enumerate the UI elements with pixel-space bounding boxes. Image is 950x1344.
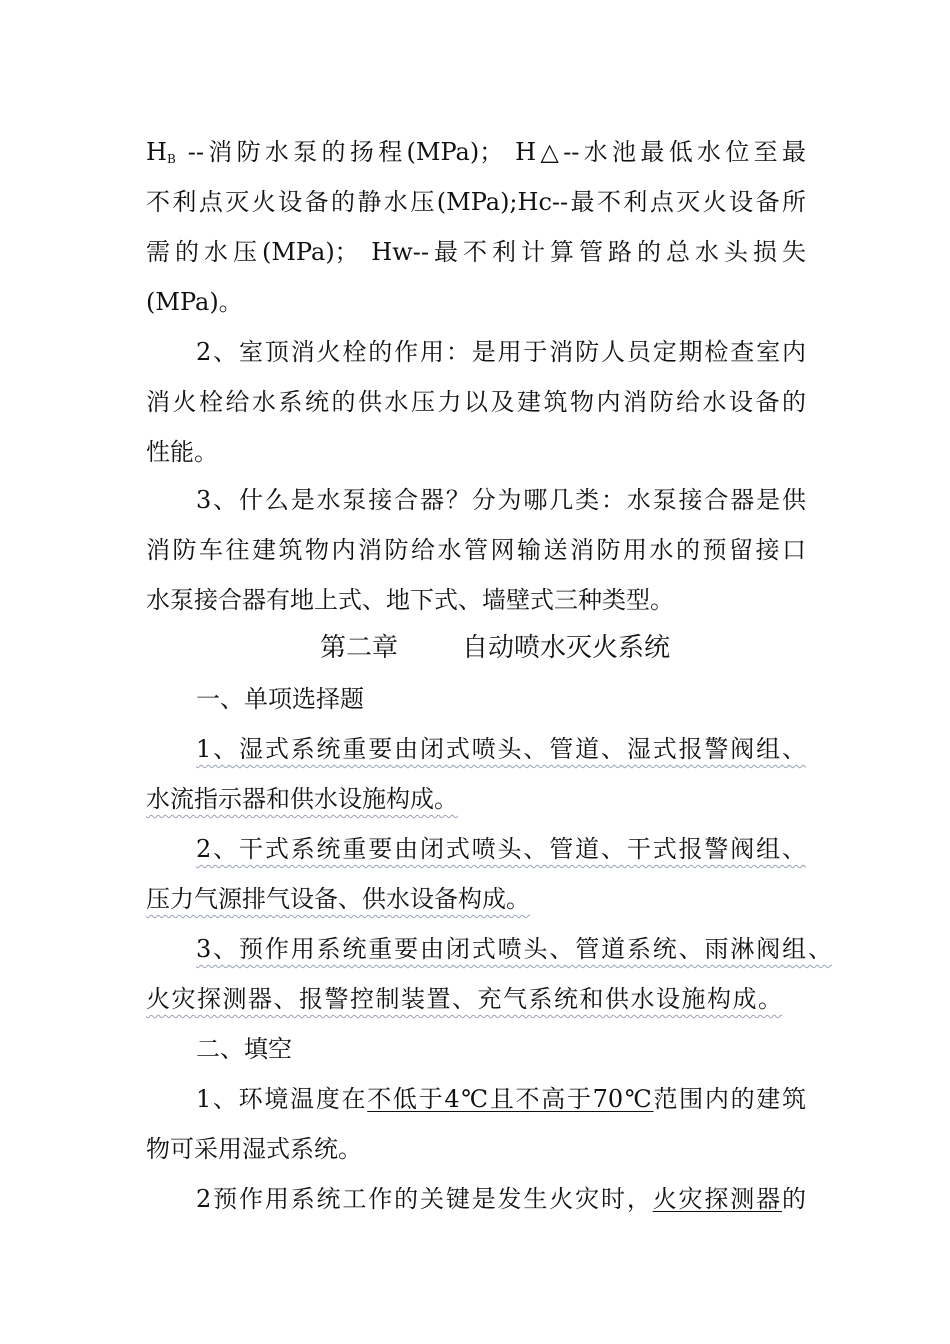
fill-item-1-line-2: 物可采用湿式系统。 xyxy=(146,1135,362,1163)
roof-hydrant-line-3: 性能。 xyxy=(146,438,218,466)
chapter-number: 第二章 xyxy=(320,633,399,663)
pump-head-symbol: $H_B$ xyxy=(146,138,176,166)
chapter-title: 自动喷水灭火系统 xyxy=(462,633,671,663)
fill-blank-heading: 二、填空 xyxy=(196,1035,292,1063)
roof-hydrant-line-2: 消火栓给水系统的供水压力以及建筑物内消防给水设备的 xyxy=(146,388,806,416)
pump-adapter-line-1: 3、什么是水泵接合器？分为哪几类：水泵接合器是供 xyxy=(196,486,806,514)
fill-blank-answer-2: 火灾探测器 xyxy=(652,1185,782,1213)
choice-item-3-line-1: 3、预作用系统重要由闭式喷头、管道系统、雨淋阀组、 xyxy=(196,935,832,963)
choice-item-1-line-2: 水流指示器和供水设施构成。 xyxy=(146,785,458,813)
roof-hydrant-line-1: 2、室顶消火栓的作用：是用于消防人员定期检查室内 xyxy=(196,338,806,366)
pump-adapter-line-3: 水泵接合器有地上式、地下式、墙壁式三种类型。 xyxy=(146,586,674,614)
fill-item-2-line-1: 2预作用系统工作的关键是发生火灾时，火灾探测器的 xyxy=(196,1185,806,1213)
fill-blank-answer-1: 不低于4℃且不高于70℃ xyxy=(367,1085,654,1113)
formula-line-1: $H_B$ --消防水泵的扬程(MPa)； H△--水池最低水位至最 xyxy=(146,138,806,166)
chapter-heading xyxy=(320,632,670,664)
choice-item-3-line-2: 火灾探测器、报警控制装置、充气系统和供水设施构成。 xyxy=(146,985,782,1013)
single-choice-heading: 一、单项选择题 xyxy=(196,685,364,713)
formula-line-4: (MPa)。 xyxy=(146,288,243,316)
choice-item-2-line-2: 压力气源排气设备、供水设备构成。 xyxy=(146,885,530,913)
formula-line-3: 需的水压(MPa)； Hw--最不利计算管路的总水头损失 xyxy=(146,238,806,266)
choice-item-1-line-1: 1、湿式系统重要由闭式喷头、管道、湿式报警阀组、 xyxy=(196,735,806,763)
formula-line-2: 不利点灭火设备的静水压(MPa);Hc--最不利点灭火设备所 xyxy=(146,188,806,216)
choice-item-2-line-1: 2、干式系统重要由闭式喷头、管道、干式报警阀组、 xyxy=(196,835,806,863)
fill-item-1-line-1: 1、环境温度在不低于4℃且不高于70℃范围内的建筑 xyxy=(196,1085,806,1113)
pump-adapter-line-2: 消防车往建筑物内消防给水管网输送消防用水的预留接口 xyxy=(146,536,806,564)
